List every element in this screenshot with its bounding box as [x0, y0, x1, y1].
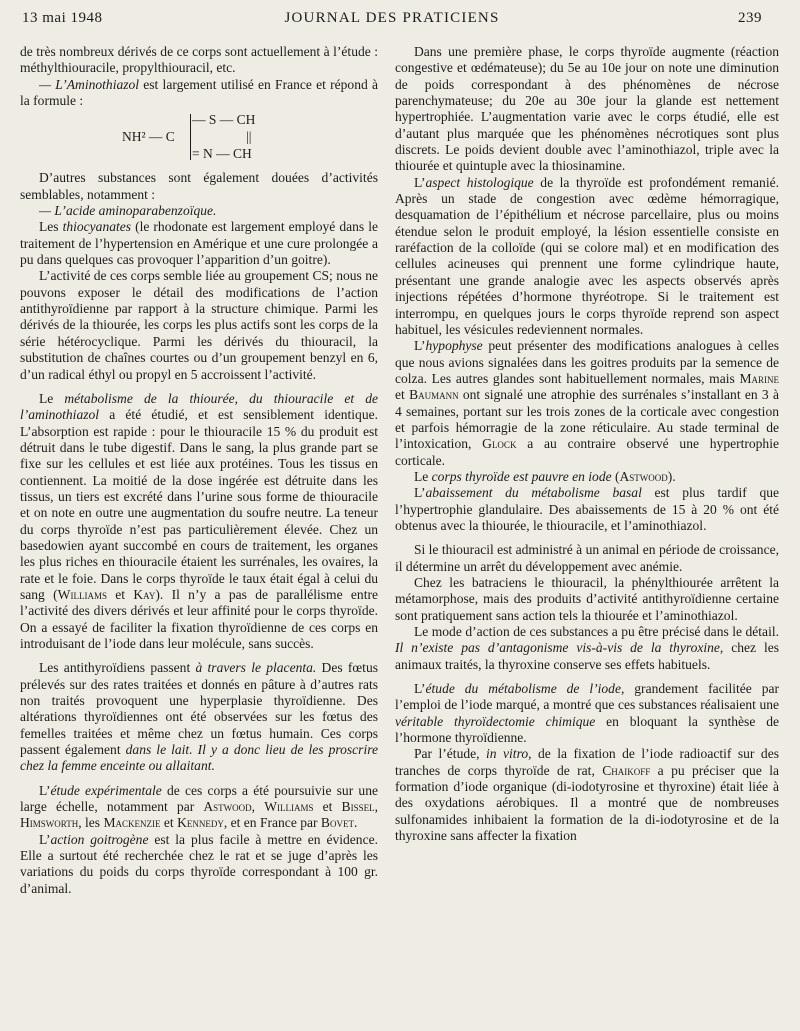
formula-bottom: = N — CH: [192, 146, 252, 162]
paragraph: — L’Aminothiazol est largement utilisé en France et répond à la formule :: [20, 76, 378, 109]
paragraph: Le corps thyroïde est pauvre en iode (Astwood).: [413, 468, 676, 484]
paragraph: L’étude expérimentale de ces corps a été poursuivie sur une large échelle, notamment par Astwood, Williams et Bissel, Himsworth, les Mackenzie et Kennedy, et en France par Bovet.: [20, 782, 378, 831]
paragraph: Dans une première phase, le corps thyroïde augmente (réaction congestive et œdémateuse); du 5e au 10e jour on note une diminution de poids correspondant à des phénomènes de nécrose parenchymateuse; du 20e au 30e jour la glande est nettement hypertrophiée. L’augmentation varie avec le corps étudié, elle est d’autant plus marquée que les phénomènes nécrotiques sont plus discrets. Le poids devient double avec l’aminothiazol, triple avec la thiourée et quintuple avec la thiosinamine.: [395, 44, 779, 174]
paragraph: — L’acide aminoparabenzoïque.: [38, 203, 217, 219]
formula-bracket: [190, 114, 191, 160]
journal-title: JOURNAL DES PRATICIENS: [284, 10, 500, 26]
paragraph: L’activité de ces corps semble liée au groupement CS; nous ne pouvons exposer le détail des modifications de l’action antithyroïdienne par rapport à la structure chimique. Parmi les dérivés de la thiourée, les corps les plus actifs sont les corps de la série hétérocyclique. Parmi les dérivés du thiouracil, la substitution de chaînes courtes ou d’un groupement benzyl en 6, d’un radical éthyl ou propyl en 5 accroissent l’activité.: [20, 268, 378, 382]
paragraph: Les thiocyanates (le rhodonate est largement employé dans le traitement de l’hypertension en Amérique et une cure prolongée a pu dans quelques cas provoquer l’apparition d’un goitre).: [20, 219, 378, 268]
paragraph: Si le thiouracil est administré à un animal en période de croissance, il détermine un arrêt du développement avec anémie.: [395, 542, 779, 574]
paragraph: L’action goitrogène est la plus facile à mettre en évidence. Elle a surtout été recherchée chez le rat et se juge d’après les variations du poids du corps thyroïde correspondant à 100 gr. d’animal.: [20, 831, 378, 896]
formula-double-bond: ||: [246, 129, 252, 145]
paragraph: Chez les batraciens le thiouracil, la phénylthiourée arrêtent la métamorphose, mais des produits d’activité antithyroïdienne certaine sont pratiquement sans action tels la thiourée et l’aminothiazol.: [395, 575, 779, 623]
formula-top: — S — CH: [192, 112, 256, 128]
issue-date: 13 mai 1948: [22, 10, 103, 26]
paragraph: Le métabolisme de la thiourée, du thiouracile et de l’aminothiazol a été étudié, et est sensiblement identique. L’absorption est rapide : pour le thiouracile 15 % du produit est détruit dans le tube digestif. Dans le sang, la plus grande part se fixe sur les cellules et est liée aux protéines. Tous les tissus en contiennent. La moitié de la dose ingérée est détruite dans les tissus, un tiers est excrété dans l’urine sous forme de thiouracile et on note en outre une augmentation du soufre neutre. La teneur du corps thyroïde n’est pas particulièrement élevée. Chez un basedowien ayant succombé en cours de traitement, les organes les plus riches en thiouracile étaient les surrénales, les ovaires, la rate et le foie. Dans le corps thyroïde le taux était égal à celui du sang (Williams et Kay). Il n’y a pas de parallélisme entre l’activité des divers dérivés et leur affinité pour le corps thyroïde. On a essayé de faciliter la fixation thyroïdienne de ces corps en introduisant de l’iode dans leur molécule, sans succès.: [20, 390, 378, 651]
running-header: [22, 10, 762, 34]
paragraph: Les antithyroïdiens passent à travers le placenta. Des fœtus prélevés sur des rates traitées et donnés en pâture à d’autres rats non traités provoquent une hyperplasie thyroïdienne. Des altérations thyroïdiennes ont été observées sur les fœtus des femelles traitées et même chez un fœtus humain. Ces corps passent également dans le lait. Il y a donc lieu de les proscrire chez la femme enceinte ou allaitant.: [20, 660, 378, 774]
left-column: [20, 44, 378, 1020]
chemical-formula: [20, 110, 378, 168]
paragraph: L’abaissement du métabolisme basal est plus tardif que l’hypertrophie glandulaire. Des abaissements de 15 à 20 % ont été obtenus avec la thiourée, le thiouracile, et l’aminothiazol.: [395, 485, 779, 533]
formula-amino: NH² — C: [122, 129, 175, 145]
page-number: 239: [738, 10, 762, 26]
paragraph: L’étude du métabolisme de l’iode, grandement facilitée par l’emploi de l’iode marqué, a montré que ces substances réalisaient une véritable thyroïdectomie chimique en bloquant la synthèse de l’hormone thyroïdienne.: [395, 681, 779, 746]
paragraph: D’autres substances sont également douées d’activités semblables, notamment :: [20, 170, 378, 202]
paragraph: L’aspect histologique de la thyroïde est profondément remanié. Après un stade de congestion avec œdème hémorragique, desquamation de l’épithélium et nécrose parcellaire, plus ou moins étendue selon le produit employé, la lésion essentielle consiste en raréfaction de la colloïde (qui se colore mal) et en modification des cellules acineuses qui prennent une forme cylindrique haute, présentant une grande analogie avec les aspects observés après injections répétées d’hormone thyréotrope. Si le traitement est interrompu, en quelques jours le corps thyroïde reprend son aspect habituel, les vésicules redeviennent normales.: [395, 174, 779, 337]
paragraph: Le mode d’action de ces substances a pu être précisé dans le détail. Il n’existe pas d’antagonisme vis-à-vis de la thyroxine, chez les animaux traités, la thyroxine conserve ses effets habituels.: [395, 624, 779, 672]
paragraph: de très nombreux dérivés de ce corps sont actuellement à l’étude : méthylthiouracile, propylthiouracil, etc.: [20, 44, 378, 76]
paragraph: Par l’étude, in vitro, de la fixation de l’iode radioactif sur des tranches de corps thyroïde de rat, Chaikoff a pu préciser que la formation d’iode organique (di-iodotyrosine et thyroxine) était liée à des oxydations aérobiques. Il a montré que de nombreuses sulfonamides inhibaient la formation de la di-iodotyrosine et de la thyroxine sans affecter la fixation: [395, 746, 779, 844]
right-column: [395, 44, 779, 1020]
paragraph: L’hypophyse peut présenter des modifications analogues à celles que nous avions signalées dans les goitres produits par la semence de colza. Les autres glandes sont habituellement normales, mais Marine et Baumann ont signalé une atrophie des surrénales s’installant en 3 à 4 semaines, portant sur les trois zones de la corticale avec congestion et parfois hémorragie de la zone réticulaire. Au stade terminal de l’intoxication, Glock a au contraire observé une hypertrophie corticale.: [395, 338, 779, 468]
